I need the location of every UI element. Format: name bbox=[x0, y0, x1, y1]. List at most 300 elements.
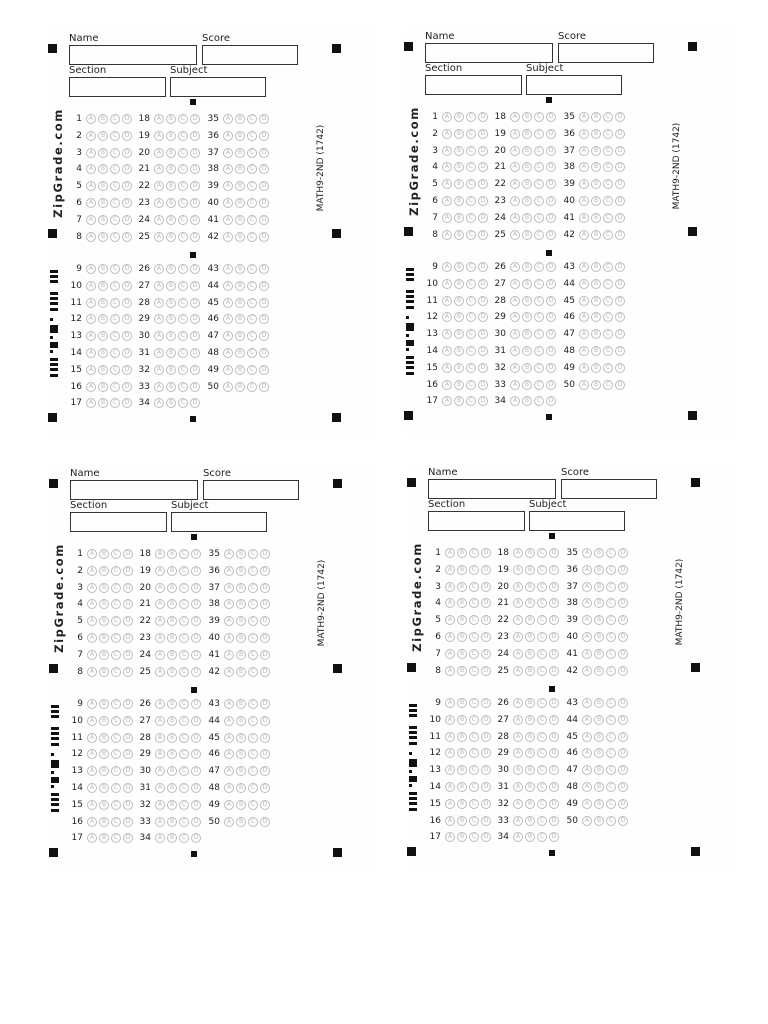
answer-bubble[interactable]: D bbox=[123, 733, 133, 743]
answer-bubble[interactable]: C bbox=[606, 582, 616, 592]
answer-bubble[interactable]: B bbox=[457, 632, 467, 642]
answer-bubble[interactable]: B bbox=[594, 782, 604, 792]
answer-bubble[interactable]: B bbox=[594, 615, 604, 625]
score-field[interactable] bbox=[558, 43, 654, 63]
answer-bubble[interactable]: D bbox=[259, 131, 269, 141]
answer-bubble[interactable]: A bbox=[513, 732, 523, 742]
answer-bubble[interactable]: D bbox=[615, 296, 625, 306]
answer-bubble[interactable]: D bbox=[478, 146, 488, 156]
answer-bubble[interactable]: A bbox=[224, 783, 234, 793]
answer-bubble[interactable]: A bbox=[510, 230, 520, 240]
answer-bubble[interactable]: B bbox=[166, 164, 176, 174]
answer-bubble[interactable]: A bbox=[86, 264, 96, 274]
answer-bubble[interactable]: D bbox=[549, 799, 559, 809]
answer-bubble[interactable]: A bbox=[445, 748, 455, 758]
answer-bubble[interactable]: A bbox=[87, 800, 97, 810]
answer-bubble[interactable]: C bbox=[111, 583, 121, 593]
answer-bubble[interactable]: B bbox=[99, 616, 109, 626]
answer-bubble[interactable]: D bbox=[259, 148, 269, 158]
answer-bubble[interactable]: C bbox=[247, 298, 257, 308]
answer-bubble[interactable]: D bbox=[190, 198, 200, 208]
answer-bubble[interactable]: C bbox=[606, 782, 616, 792]
answer-bubble[interactable]: B bbox=[525, 598, 535, 608]
answer-bubble[interactable]: D bbox=[478, 162, 488, 172]
answer-bubble[interactable]: D bbox=[615, 312, 625, 322]
answer-bubble[interactable]: D bbox=[260, 716, 270, 726]
answer-bubble[interactable]: C bbox=[534, 380, 544, 390]
answer-bubble[interactable]: D bbox=[546, 396, 556, 406]
answer-bubble[interactable]: B bbox=[98, 382, 108, 392]
answer-bubble[interactable]: A bbox=[442, 230, 452, 240]
answer-bubble[interactable]: B bbox=[525, 615, 535, 625]
answer-bubble[interactable]: A bbox=[582, 615, 592, 625]
answer-bubble[interactable]: A bbox=[86, 382, 96, 392]
answer-bubble[interactable]: C bbox=[466, 112, 476, 122]
answer-bubble[interactable]: B bbox=[525, 732, 535, 742]
answer-bubble[interactable]: B bbox=[525, 715, 535, 725]
answer-bubble[interactable]: C bbox=[248, 633, 258, 643]
answer-bubble[interactable]: C bbox=[534, 363, 544, 373]
answer-bubble[interactable]: B bbox=[591, 329, 601, 339]
answer-bubble[interactable]: D bbox=[549, 548, 559, 558]
answer-bubble[interactable]: B bbox=[235, 114, 245, 124]
answer-bubble[interactable]: B bbox=[99, 566, 109, 576]
answer-bubble[interactable]: D bbox=[549, 649, 559, 659]
answer-bubble[interactable]: B bbox=[166, 198, 176, 208]
answer-bubble[interactable]: D bbox=[191, 733, 201, 743]
answer-bubble[interactable]: C bbox=[110, 232, 120, 242]
answer-bubble[interactable]: C bbox=[248, 783, 258, 793]
answer-bubble[interactable]: A bbox=[582, 698, 592, 708]
answer-bubble[interactable]: A bbox=[154, 348, 164, 358]
answer-bubble[interactable]: A bbox=[513, 548, 523, 558]
answer-bubble[interactable]: D bbox=[615, 279, 625, 289]
answer-bubble[interactable]: C bbox=[110, 281, 120, 291]
answer-bubble[interactable]: A bbox=[579, 179, 589, 189]
answer-bubble[interactable]: C bbox=[179, 699, 189, 709]
answer-bubble[interactable]: A bbox=[224, 699, 234, 709]
answer-bubble[interactable]: D bbox=[546, 162, 556, 172]
answer-bubble[interactable]: D bbox=[546, 346, 556, 356]
answer-bubble[interactable]: A bbox=[224, 749, 234, 759]
answer-bubble[interactable]: B bbox=[454, 230, 464, 240]
answer-bubble[interactable]: B bbox=[454, 296, 464, 306]
answer-bubble[interactable]: D bbox=[123, 716, 133, 726]
answer-bubble[interactable]: A bbox=[154, 198, 164, 208]
answer-bubble[interactable]: D bbox=[546, 279, 556, 289]
answer-bubble[interactable]: A bbox=[445, 649, 455, 659]
answer-bubble[interactable]: A bbox=[224, 733, 234, 743]
answer-bubble[interactable]: C bbox=[606, 799, 616, 809]
answer-bubble[interactable]: A bbox=[513, 649, 523, 659]
answer-bubble[interactable]: C bbox=[247, 281, 257, 291]
answer-bubble[interactable]: D bbox=[618, 782, 628, 792]
answer-bubble[interactable]: B bbox=[167, 749, 177, 759]
answer-bubble[interactable]: A bbox=[582, 732, 592, 742]
answer-bubble[interactable]: C bbox=[606, 615, 616, 625]
answer-bubble[interactable]: B bbox=[594, 666, 604, 676]
answer-bubble[interactable]: C bbox=[247, 348, 257, 358]
answer-bubble[interactable]: A bbox=[510, 279, 520, 289]
answer-bubble[interactable]: D bbox=[481, 598, 491, 608]
answer-bubble[interactable]: B bbox=[454, 129, 464, 139]
answer-bubble[interactable]: A bbox=[513, 816, 523, 826]
answer-bubble[interactable]: C bbox=[111, 616, 121, 626]
answer-bubble[interactable]: A bbox=[445, 632, 455, 642]
answer-bubble[interactable]: B bbox=[236, 549, 246, 559]
answer-bubble[interactable]: B bbox=[167, 817, 177, 827]
answer-bubble[interactable]: D bbox=[618, 632, 628, 642]
answer-bubble[interactable]: D bbox=[191, 599, 201, 609]
answer-bubble[interactable]: C bbox=[469, 732, 479, 742]
answer-bubble[interactable]: C bbox=[603, 196, 613, 206]
answer-bubble[interactable]: D bbox=[478, 380, 488, 390]
answer-bubble[interactable]: D bbox=[546, 262, 556, 272]
answer-bubble[interactable]: D bbox=[260, 800, 270, 810]
answer-bubble[interactable]: B bbox=[457, 765, 467, 775]
answer-bubble[interactable]: B bbox=[235, 298, 245, 308]
answer-bubble[interactable]: C bbox=[537, 582, 547, 592]
answer-bubble[interactable]: A bbox=[86, 398, 96, 408]
answer-bubble[interactable]: A bbox=[442, 213, 452, 223]
answer-bubble[interactable]: D bbox=[123, 633, 133, 643]
answer-bubble[interactable]: A bbox=[582, 548, 592, 558]
answer-bubble[interactable]: B bbox=[522, 230, 532, 240]
answer-bubble[interactable]: B bbox=[236, 749, 246, 759]
answer-bubble[interactable]: A bbox=[154, 365, 164, 375]
answer-bubble[interactable]: D bbox=[123, 783, 133, 793]
answer-bubble[interactable]: A bbox=[510, 346, 520, 356]
answer-bubble[interactable]: D bbox=[481, 765, 491, 775]
answer-bubble[interactable]: B bbox=[454, 329, 464, 339]
answer-bubble[interactable]: B bbox=[525, 666, 535, 676]
answer-bubble[interactable]: C bbox=[247, 114, 257, 124]
answer-bubble[interactable]: B bbox=[457, 748, 467, 758]
answer-bubble[interactable]: D bbox=[546, 129, 556, 139]
answer-bubble[interactable]: A bbox=[223, 382, 233, 392]
answer-bubble[interactable]: C bbox=[179, 766, 189, 776]
answer-bubble[interactable]: C bbox=[247, 131, 257, 141]
answer-bubble[interactable]: D bbox=[122, 215, 132, 225]
answer-bubble[interactable]: A bbox=[87, 566, 97, 576]
answer-bubble[interactable]: B bbox=[522, 129, 532, 139]
answer-bubble[interactable]: B bbox=[591, 346, 601, 356]
answer-bubble[interactable]: A bbox=[442, 196, 452, 206]
answer-bubble[interactable]: D bbox=[549, 698, 559, 708]
answer-bubble[interactable]: B bbox=[235, 232, 245, 242]
answer-bubble[interactable]: A bbox=[445, 732, 455, 742]
answer-bubble[interactable]: B bbox=[167, 549, 177, 559]
answer-bubble[interactable]: A bbox=[155, 817, 165, 827]
answer-bubble[interactable]: B bbox=[525, 565, 535, 575]
answer-bubble[interactable]: B bbox=[166, 331, 176, 341]
answer-bubble[interactable]: A bbox=[86, 181, 96, 191]
answer-bubble[interactable]: A bbox=[510, 146, 520, 156]
answer-bubble[interactable]: D bbox=[618, 548, 628, 558]
answer-bubble[interactable]: B bbox=[522, 112, 532, 122]
answer-bubble[interactable]: B bbox=[235, 382, 245, 392]
answer-bubble[interactable]: C bbox=[606, 732, 616, 742]
answer-bubble[interactable]: C bbox=[603, 213, 613, 223]
answer-bubble[interactable]: D bbox=[618, 565, 628, 575]
answer-bubble[interactable]: D bbox=[546, 363, 556, 373]
answer-bubble[interactable]: A bbox=[510, 262, 520, 272]
answer-bubble[interactable]: C bbox=[469, 548, 479, 558]
answer-bubble[interactable]: C bbox=[537, 715, 547, 725]
answer-bubble[interactable]: B bbox=[591, 146, 601, 156]
answer-bubble[interactable]: A bbox=[224, 650, 234, 660]
answer-bubble[interactable]: A bbox=[442, 279, 452, 289]
answer-bubble[interactable]: C bbox=[534, 179, 544, 189]
subject-field[interactable] bbox=[526, 75, 622, 95]
answer-bubble[interactable]: A bbox=[155, 833, 165, 843]
answer-bubble[interactable]: A bbox=[87, 833, 97, 843]
answer-bubble[interactable]: C bbox=[469, 816, 479, 826]
answer-bubble[interactable]: C bbox=[534, 312, 544, 322]
answer-bubble[interactable]: A bbox=[579, 346, 589, 356]
answer-bubble[interactable]: D bbox=[618, 748, 628, 758]
answer-bubble[interactable]: D bbox=[191, 766, 201, 776]
answer-bubble[interactable]: C bbox=[534, 346, 544, 356]
answer-bubble[interactable]: A bbox=[155, 633, 165, 643]
answer-bubble[interactable]: B bbox=[522, 396, 532, 406]
answer-bubble[interactable]: A bbox=[445, 666, 455, 676]
answer-bubble[interactable]: D bbox=[122, 382, 132, 392]
answer-bubble[interactable]: C bbox=[603, 112, 613, 122]
answer-bubble[interactable]: C bbox=[247, 148, 257, 158]
answer-bubble[interactable]: C bbox=[178, 181, 188, 191]
answer-bubble[interactable]: D bbox=[618, 598, 628, 608]
answer-bubble[interactable]: B bbox=[525, 548, 535, 558]
answer-bubble[interactable]: C bbox=[606, 666, 616, 676]
answer-bubble[interactable]: A bbox=[154, 331, 164, 341]
answer-bubble[interactable]: D bbox=[190, 215, 200, 225]
answer-bubble[interactable]: A bbox=[224, 716, 234, 726]
answer-bubble[interactable]: D bbox=[478, 213, 488, 223]
answer-bubble[interactable]: C bbox=[534, 296, 544, 306]
answer-bubble[interactable]: B bbox=[236, 650, 246, 660]
answer-bubble[interactable]: C bbox=[606, 816, 616, 826]
answer-bubble[interactable]: B bbox=[99, 783, 109, 793]
answer-bubble[interactable]: A bbox=[87, 716, 97, 726]
answer-bubble[interactable]: D bbox=[549, 615, 559, 625]
answer-bubble[interactable]: D bbox=[615, 179, 625, 189]
answer-bubble[interactable]: A bbox=[510, 363, 520, 373]
answer-bubble[interactable]: C bbox=[469, 582, 479, 592]
answer-bubble[interactable]: C bbox=[111, 699, 121, 709]
answer-bubble[interactable]: A bbox=[154, 181, 164, 191]
section-field[interactable] bbox=[428, 511, 525, 531]
answer-bubble[interactable]: D bbox=[123, 583, 133, 593]
answer-bubble[interactable]: D bbox=[549, 582, 559, 592]
answer-bubble[interactable]: B bbox=[525, 698, 535, 708]
answer-bubble[interactable]: C bbox=[469, 748, 479, 758]
answer-bubble[interactable]: D bbox=[618, 582, 628, 592]
answer-bubble[interactable]: A bbox=[510, 112, 520, 122]
answer-bubble[interactable]: D bbox=[481, 715, 491, 725]
answer-bubble[interactable]: A bbox=[582, 816, 592, 826]
answer-bubble[interactable]: A bbox=[513, 698, 523, 708]
answer-bubble[interactable]: B bbox=[457, 732, 467, 742]
answer-bubble[interactable]: D bbox=[260, 817, 270, 827]
answer-bubble[interactable]: A bbox=[155, 667, 165, 677]
answer-bubble[interactable]: D bbox=[618, 732, 628, 742]
answer-bubble[interactable]: B bbox=[457, 715, 467, 725]
answer-bubble[interactable]: D bbox=[618, 615, 628, 625]
answer-bubble[interactable]: B bbox=[99, 699, 109, 709]
answer-bubble[interactable]: C bbox=[178, 398, 188, 408]
answer-bubble[interactable]: D bbox=[191, 583, 201, 593]
answer-bubble[interactable]: B bbox=[236, 633, 246, 643]
answer-bubble[interactable]: A bbox=[86, 298, 96, 308]
answer-bubble[interactable]: C bbox=[178, 348, 188, 358]
answer-bubble[interactable]: B bbox=[594, 698, 604, 708]
answer-bubble[interactable]: A bbox=[154, 131, 164, 141]
answer-bubble[interactable]: A bbox=[87, 599, 97, 609]
answer-bubble[interactable]: D bbox=[123, 749, 133, 759]
answer-bubble[interactable]: C bbox=[178, 382, 188, 392]
answer-bubble[interactable]: B bbox=[594, 816, 604, 826]
answer-bubble[interactable]: C bbox=[110, 382, 120, 392]
answer-bubble[interactable]: B bbox=[235, 331, 245, 341]
section-field[interactable] bbox=[425, 75, 522, 95]
answer-bubble[interactable]: C bbox=[111, 749, 121, 759]
answer-bubble[interactable]: A bbox=[513, 782, 523, 792]
answer-bubble[interactable]: C bbox=[110, 114, 120, 124]
answer-bubble[interactable]: D bbox=[615, 380, 625, 390]
answer-bubble[interactable]: B bbox=[591, 129, 601, 139]
answer-bubble[interactable]: D bbox=[190, 331, 200, 341]
answer-bubble[interactable]: B bbox=[99, 583, 109, 593]
answer-bubble[interactable]: C bbox=[534, 230, 544, 240]
answer-bubble[interactable]: B bbox=[99, 733, 109, 743]
answer-bubble[interactable]: B bbox=[166, 298, 176, 308]
answer-bubble[interactable]: D bbox=[122, 314, 132, 324]
answer-bubble[interactable]: C bbox=[466, 179, 476, 189]
answer-bubble[interactable]: A bbox=[87, 699, 97, 709]
answer-bubble[interactable]: B bbox=[235, 348, 245, 358]
answer-bubble[interactable]: C bbox=[603, 312, 613, 322]
answer-bubble[interactable]: B bbox=[454, 162, 464, 172]
answer-bubble[interactable]: A bbox=[513, 715, 523, 725]
answer-bubble[interactable]: A bbox=[155, 599, 165, 609]
answer-bubble[interactable]: A bbox=[579, 262, 589, 272]
answer-bubble[interactable]: B bbox=[236, 817, 246, 827]
answer-bubble[interactable]: A bbox=[223, 264, 233, 274]
answer-bubble[interactable]: D bbox=[191, 633, 201, 643]
answer-bubble[interactable]: D bbox=[259, 114, 269, 124]
answer-bubble[interactable]: D bbox=[546, 179, 556, 189]
answer-bubble[interactable]: A bbox=[442, 146, 452, 156]
answer-bubble[interactable]: A bbox=[442, 396, 452, 406]
answer-bubble[interactable]: D bbox=[191, 800, 201, 810]
answer-bubble[interactable]: D bbox=[260, 549, 270, 559]
answer-bubble[interactable]: D bbox=[618, 666, 628, 676]
answer-bubble[interactable]: B bbox=[99, 549, 109, 559]
answer-bubble[interactable]: B bbox=[457, 615, 467, 625]
answer-bubble[interactable]: B bbox=[98, 232, 108, 242]
section-field[interactable] bbox=[69, 77, 166, 97]
answer-bubble[interactable]: C bbox=[179, 566, 189, 576]
answer-bubble[interactable]: D bbox=[191, 833, 201, 843]
answer-bubble[interactable]: A bbox=[510, 312, 520, 322]
answer-bubble[interactable]: A bbox=[510, 329, 520, 339]
answer-bubble[interactable]: A bbox=[86, 281, 96, 291]
answer-bubble[interactable]: D bbox=[259, 331, 269, 341]
answer-bubble[interactable]: C bbox=[248, 749, 258, 759]
answer-bubble[interactable]: B bbox=[525, 765, 535, 775]
answer-bubble[interactable]: C bbox=[247, 382, 257, 392]
answer-bubble[interactable]: C bbox=[178, 281, 188, 291]
answer-bubble[interactable]: B bbox=[236, 783, 246, 793]
answer-bubble[interactable]: B bbox=[454, 363, 464, 373]
answer-bubble[interactable]: C bbox=[469, 832, 479, 842]
answer-bubble[interactable]: C bbox=[179, 817, 189, 827]
score-field[interactable] bbox=[202, 45, 298, 65]
answer-bubble[interactable]: D bbox=[481, 582, 491, 592]
answer-bubble[interactable]: B bbox=[457, 799, 467, 809]
answer-bubble[interactable]: B bbox=[525, 748, 535, 758]
answer-bubble[interactable]: A bbox=[224, 800, 234, 810]
answer-bubble[interactable]: D bbox=[546, 196, 556, 206]
answer-bubble[interactable]: B bbox=[591, 162, 601, 172]
answer-bubble[interactable]: B bbox=[454, 262, 464, 272]
answer-bubble[interactable]: B bbox=[525, 782, 535, 792]
answer-bubble[interactable]: D bbox=[549, 666, 559, 676]
answer-bubble[interactable]: C bbox=[111, 817, 121, 827]
answer-bubble[interactable]: C bbox=[179, 583, 189, 593]
answer-bubble[interactable]: C bbox=[537, 598, 547, 608]
answer-bubble[interactable]: B bbox=[98, 131, 108, 141]
answer-bubble[interactable]: C bbox=[603, 363, 613, 373]
answer-bubble[interactable]: D bbox=[615, 162, 625, 172]
answer-bubble[interactable]: D bbox=[259, 365, 269, 375]
answer-bubble[interactable]: C bbox=[466, 162, 476, 172]
answer-bubble[interactable]: D bbox=[618, 698, 628, 708]
answer-bubble[interactable]: B bbox=[454, 346, 464, 356]
answer-bubble[interactable]: C bbox=[110, 314, 120, 324]
answer-bubble[interactable]: A bbox=[154, 148, 164, 158]
answer-bubble[interactable]: C bbox=[469, 649, 479, 659]
answer-bubble[interactable]: B bbox=[166, 114, 176, 124]
answer-bubble[interactable]: A bbox=[442, 162, 452, 172]
answer-bubble[interactable]: D bbox=[123, 766, 133, 776]
answer-bubble[interactable]: C bbox=[466, 279, 476, 289]
answer-bubble[interactable]: C bbox=[603, 162, 613, 172]
answer-bubble[interactable]: B bbox=[98, 314, 108, 324]
answer-bubble[interactable]: C bbox=[469, 666, 479, 676]
answer-bubble[interactable]: A bbox=[445, 565, 455, 575]
answer-bubble[interactable]: B bbox=[522, 262, 532, 272]
answer-bubble[interactable]: C bbox=[466, 329, 476, 339]
answer-bubble[interactable]: B bbox=[98, 298, 108, 308]
answer-bubble[interactable]: D bbox=[615, 329, 625, 339]
answer-bubble[interactable]: D bbox=[259, 298, 269, 308]
answer-bubble[interactable]: C bbox=[466, 230, 476, 240]
answer-bubble[interactable]: B bbox=[167, 650, 177, 660]
answer-bubble[interactable]: C bbox=[606, 598, 616, 608]
answer-bubble[interactable]: B bbox=[236, 667, 246, 677]
answer-bubble[interactable]: A bbox=[445, 816, 455, 826]
answer-bubble[interactable]: A bbox=[86, 131, 96, 141]
answer-bubble[interactable]: B bbox=[236, 733, 246, 743]
answer-bubble[interactable]: B bbox=[522, 162, 532, 172]
answer-bubble[interactable]: C bbox=[606, 649, 616, 659]
answer-bubble[interactable]: C bbox=[179, 549, 189, 559]
answer-bubble[interactable]: D bbox=[549, 748, 559, 758]
answer-bubble[interactable]: D bbox=[259, 198, 269, 208]
answer-bubble[interactable]: C bbox=[110, 348, 120, 358]
